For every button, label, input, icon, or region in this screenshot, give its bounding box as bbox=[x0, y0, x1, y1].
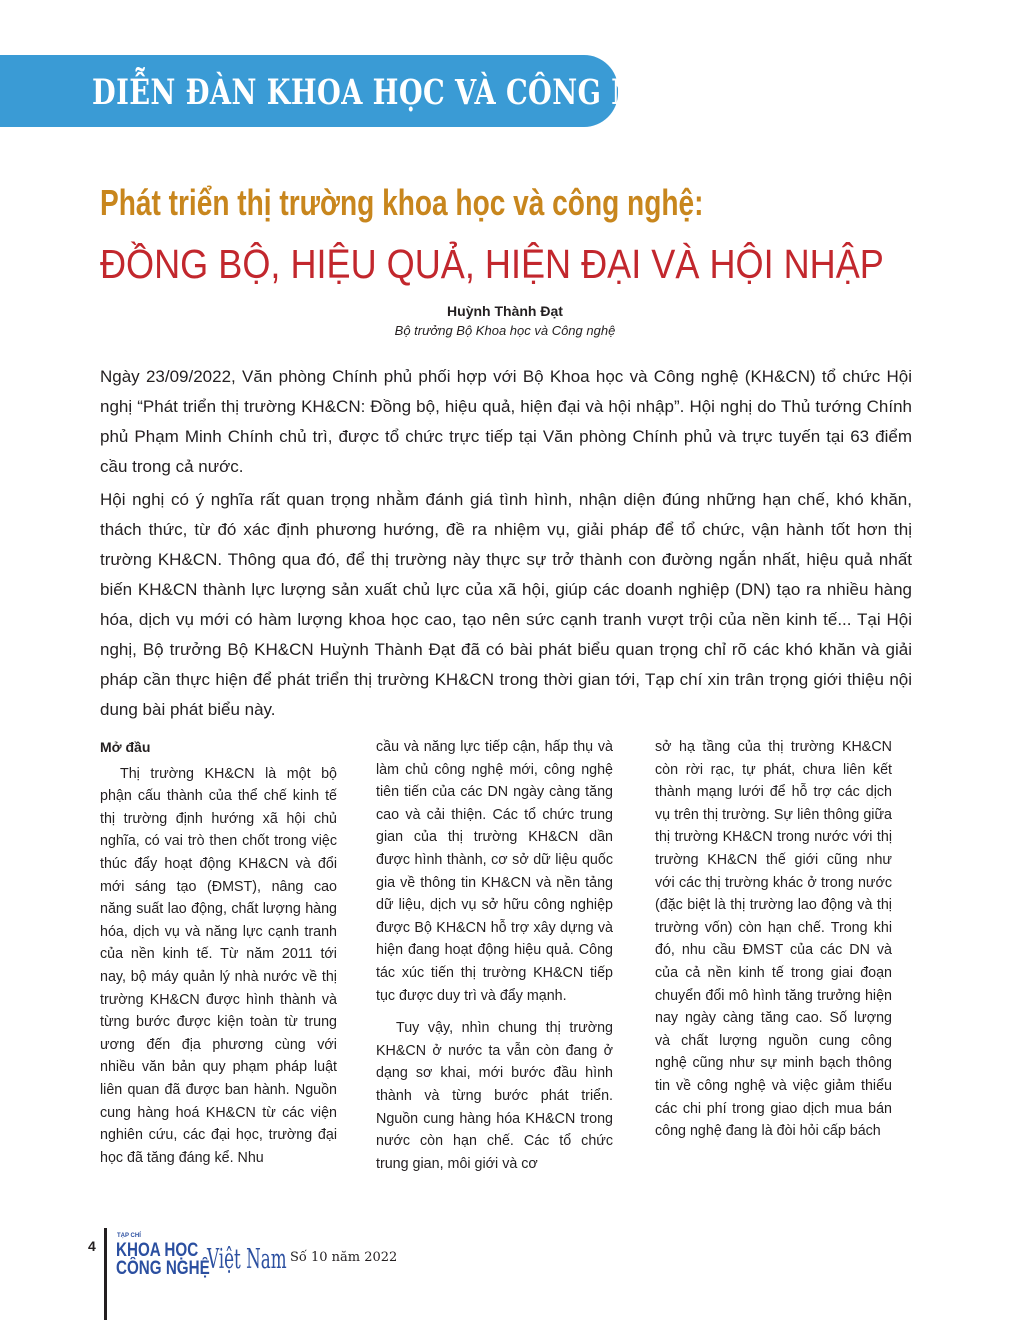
body-column-2 bbox=[376, 736, 613, 1175]
issue-label: Số 10 năm 2022 bbox=[290, 1250, 398, 1265]
author-role: Bộ trưởng Bộ Khoa học và Công nghệ bbox=[394, 323, 616, 338]
body-paragraph: cầu và năng lực tiếp cận, hấp thụ và làm chủ công nghệ mới, công nghệ tiên tiến của các DN ngày càng tăng cao và cải thiện. Các tổ chức trung gian của thị trường KH&CN dần được hình thành, cơ sở dữ liệu quốc gia về thông tin KH&CN và nền tảng dữ liệu, dịch vụ sở hữu công nghiệp được Bộ KH&CN hỗ trợ xây dựng và hiện đang hoạt động hiệu quả. Công tác xúc tiến thị trường KH&CN tiếp tục được duy trì và đẩy mạnh. bbox=[376, 739, 613, 1004]
headline-line-1: Phát triển thị trường khoa học và công nghệ: bbox=[100, 182, 704, 223]
footer-divider bbox=[104, 1228, 107, 1320]
section-heading: Mở đầu bbox=[100, 739, 151, 755]
body-column-3 bbox=[655, 736, 892, 1143]
author-name: Huỳnh Thành Đạt bbox=[447, 303, 563, 319]
lead-paragraph: Hội nghị có ý nghĩa rất quan trọng nhằm đánh giá tình hình, nhận diện đúng những hạn chế, khó khăn, thách thức, từ đó xác định phương hướng, đề ra nhiệm vụ, giải pháp để tổ chức, vận hành tốt hơn thị trường KH&CN. Thông qua đó, để thị trường này thực sự trở thành con đường ngắn nhất, hiệu quả nhất biến KH&CN thành lực lượng sản xuất chủ lực của xã hội, giúp các doanh nghiệp (DN) tạo ra nhiều hàng hóa, dịch vụ mới có hàm lượng khoa học cao, tạo nên sức cạnh tranh vượt trội của nền kinh tế... Tại Hội nghị, Bộ trưởng Bộ KH&CN Huỳnh Thành Đạt đã có bài phát biểu quan trọng chỉ rõ các khó khăn và giải pháp cần thực hiện để phát triển thị trường KH&CN trong thời gian tới, Tạp chí xin trân trọng giới thiệu nội dung bài phát biểu này. bbox=[100, 490, 912, 719]
page-number: 4 bbox=[88, 1238, 96, 1254]
magazine-logo-line-1: KHOA HỌC bbox=[116, 1240, 199, 1261]
magazine-logo-line-2: CÔNG NGHỆ bbox=[116, 1258, 210, 1279]
body-paragraph: Thị trường KH&CN là một bộ phận cấu thành của thể chế kinh tế thị trường định hướng xã hội chủ nghĩa, có vai trò then chốt trong việc thúc đẩy hoạt động KH&CN và đổi mới sáng tạo (ĐMST), nâng cao năng suất lao động, chất lượng hàng hóa, dịch vụ và năng lực cạnh tranh của nền kinh tế. Từ năm 2011 tới nay, bộ máy quản lý nhà nước về thị trường KH&CN được hình thành và từng bước được kiện toàn từ trung ương đến địa phương cùng với nhiều văn bản quy phạm pháp luật liên quan đã được ban hành. Nguồn cung hàng hoá KH&CN từ các viện nghiên cứu, các đại học, trường đại học đã tăng đáng kể. Nhu bbox=[100, 765, 337, 1166]
magazine-logo-vietnam: Việt Nam bbox=[207, 1244, 287, 1275]
section-title: DIỄN ĐÀN KHOA HỌC VÀ CÔNG NGHỆ bbox=[92, 72, 708, 113]
body-paragraph: sở hạ tầng của thị trường KH&CN còn rời rạc, tự phát, chưa liên kết thành mạng lưới để hỗ trợ các dịch vụ trên thị trường. Sự liên thông giữa thị trường KH&CN trong nước với thị trường KH&CN thế giới cũng như với các thị trường khác ở trong nước (đặc biệt là thị trường lao động và thị trường vốn) còn hạn chế. Trong khi đó, nhu cầu ĐMST của các DN và của cả nền kinh tế trong giai đoạn chuyển đổi mô hình tăng trưởng hiện nay ngày càng tăng cao. Số lượng và chất lượng nguồn cung công nghệ cũng như sự minh bạch thông tin về công nghệ và việc giảm thiểu các chi phí trong giao dịch mua bán công nghệ đang là đòi hỏi cấp bách bbox=[655, 739, 892, 1140]
lead-paragraph: Ngày 23/09/2022, Văn phòng Chính phủ phối hợp với Bộ Khoa học và Công nghệ (KH&CN) tổ chức Hội nghị “Phát triển thị trường KH&CN: Đồng bộ, hiệu quả, hiện đại và hội nhập”. Hội nghị do Thủ tướng Chính phủ Phạm Minh Chính chủ trì, được tổ chức trực tiếp tại Văn phòng Chính phủ và trực tuyến tại 63 điểm cầu trong cả nước. bbox=[100, 367, 912, 476]
headline-line-2: ĐỒNG BỘ, HIỆU QUẢ, HIỆN ĐẠI VÀ HỘI NHẬP bbox=[100, 241, 884, 287]
magazine-logo-prefix: TẠP CHÍ bbox=[117, 1233, 141, 1239]
body-paragraph: Tuy vậy, nhìn chung thị trường KH&CN ở nước ta vẫn còn đang ở dạng sơ khai, mới bước đầu hình thành và từng bước phát triển. Nguồn cung hàng hóa KH&CN trong nước còn hạn chế. Các tổ chức trung gian, môi giới và cơ bbox=[376, 1020, 613, 1172]
body-column-1 bbox=[100, 736, 337, 1169]
